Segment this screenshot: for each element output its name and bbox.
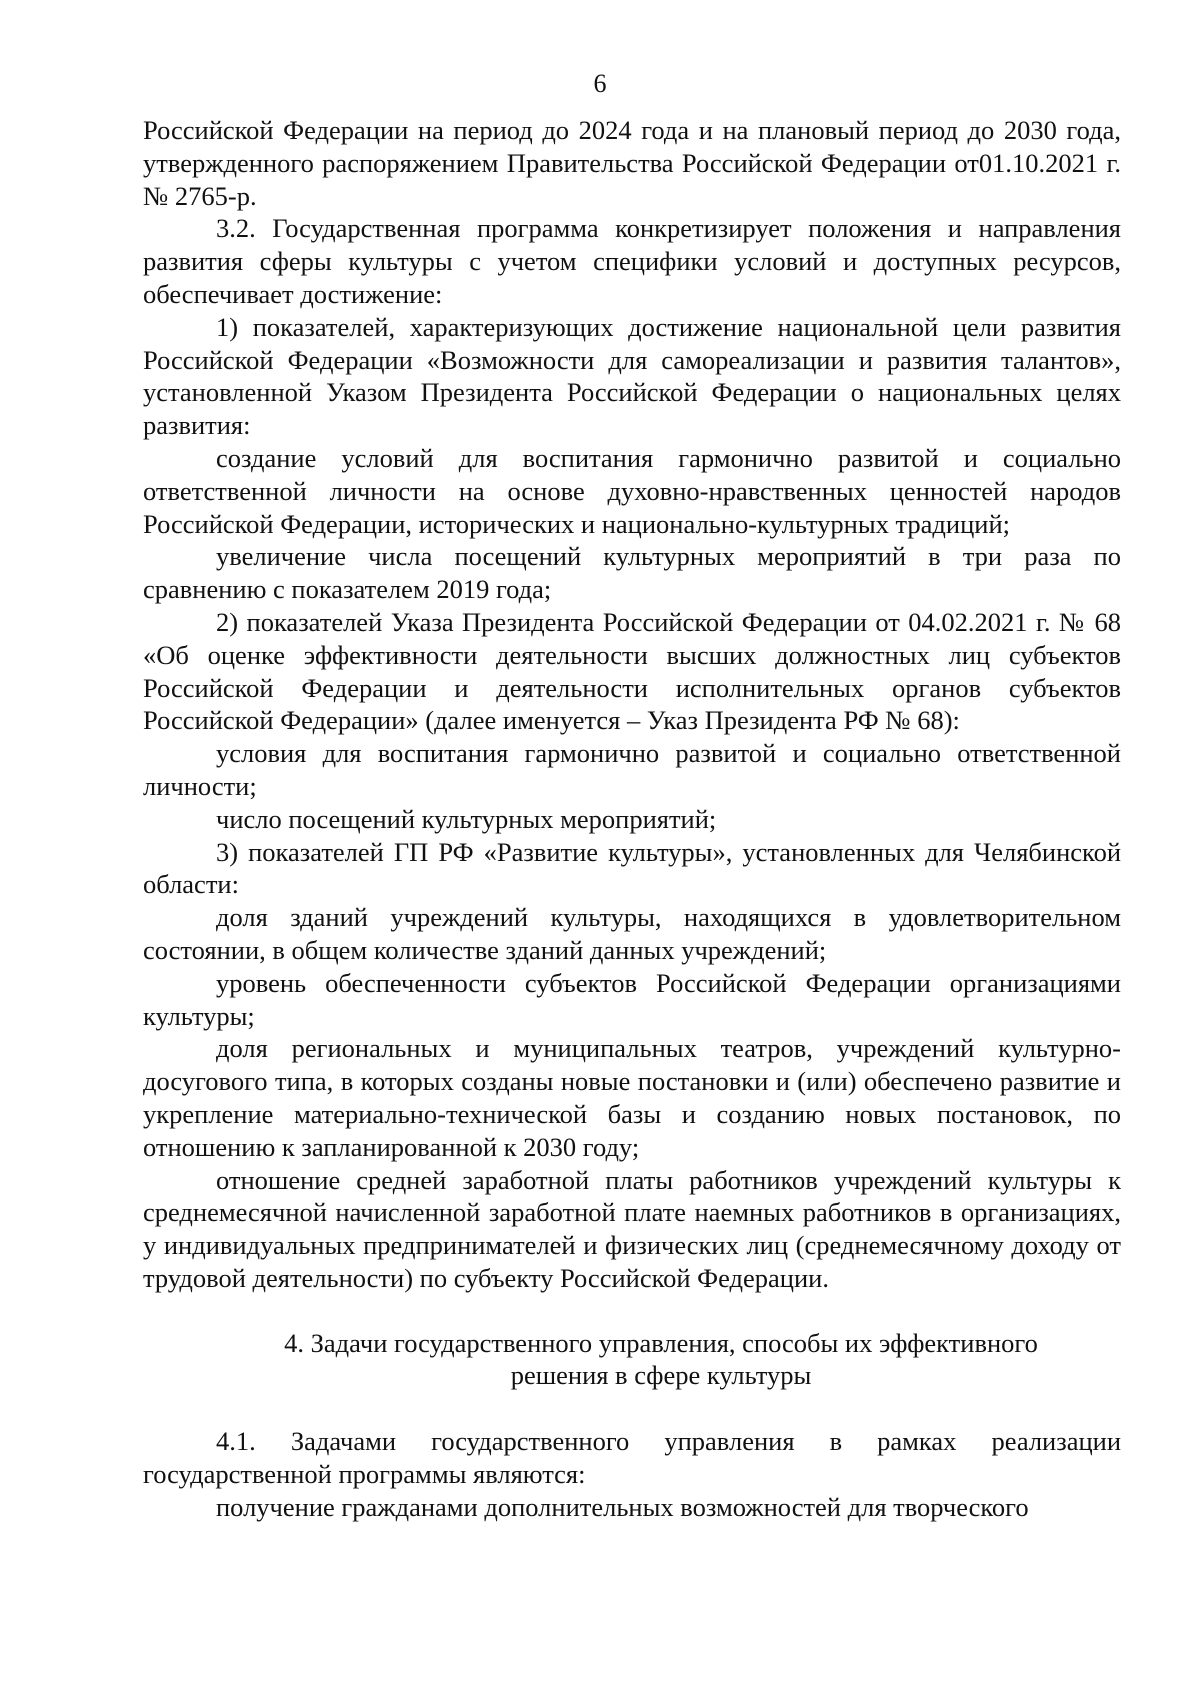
paragraph: доля региональных и муниципальных театров, учреждений культурно-досугового типа, в которых созданы новые постановки и (или) обеспечено развитие и укрепление материально-технической базы и созданию новых постановок, по отношению к запланированной к 2030 году; bbox=[143, 1033, 1121, 1162]
paragraph: доля зданий учреждений культуры, находящихся в удовлетворительном состоянии, в общем количестве зданий данных учреждений; bbox=[143, 902, 1121, 965]
paragraph: уровень обеспеченности субъектов Российской Федерации организациями культуры; bbox=[143, 967, 1121, 1031]
paragraph: отношение средней заработной платы работников учреждений культуры к среднемесячной начисленной заработной плате наемных работников в организациях, у индивидуальных предпринимателей и физических лиц (среднемесячному доходу от трудовой деятельности) по субъекту Российской Федерации. bbox=[143, 1164, 1121, 1293]
document-body bbox=[143, 114, 1121, 1524]
heading-line-2: решения в сфере культуры bbox=[510, 1360, 812, 1391]
heading-line-1: 4. Задачи государственного управления, способы их эффективного bbox=[284, 1327, 1038, 1358]
paragraph: 3) показателей ГП РФ «Развитие культуры», установленных для Челябинской области: bbox=[143, 836, 1121, 900]
section-4-heading bbox=[143, 1327, 1121, 1393]
paragraph: число посещений культурных мероприятий; bbox=[216, 803, 717, 834]
paragraph: 3.2. Государственная программа конкретизирует положения и направления развития сферы культуры с учетом специфики условий и доступных ресурсов, обеспечивает достижение: bbox=[143, 213, 1121, 309]
paragraph: 2) показателей Указа Президента Российской Федерации от 04.02.2021 г. № 68 «Об оценке эффективности деятельности высших должностных лиц субъектов Российской Федерации и деятельности исполнительных органов субъектов Российской Федерации» (далее именуется – Указ Президента РФ № 68): bbox=[143, 606, 1121, 736]
paragraph: создание условий для воспитания гармонично развитой и социально ответственной личности на основе духовно-нравственных ценностей народов Российской Федерации, исторических и национально-культурных традиций; bbox=[143, 442, 1121, 539]
paragraph: 4.1. Задачами государственного управления в рамках реализации государственной программы являются: bbox=[143, 1426, 1121, 1490]
paragraph: получение гражданами дополнительных возможностей для творческого bbox=[216, 1491, 1029, 1522]
section-3-text bbox=[143, 114, 1121, 1295]
paragraph: 1) показателей, характеризующих достижение национальной цели развития Российской Федерации «Возможности для самореализации и развития талантов», установленной Указом Президента Российской Федерации о национальных целях развития: bbox=[143, 311, 1121, 441]
paragraph: Российской Федерации на период до 2024 года и на плановый период до 2030 года, утвержденного распоряжением Правительства Российской Федерации от01.10.2021 г. № 2765-р. bbox=[143, 115, 1121, 211]
page-number: 6 bbox=[593, 69, 607, 98]
paragraph: условия для воспитания гармонично развитой и социально ответственной личности; bbox=[143, 738, 1121, 801]
paragraph: увеличение числа посещений культурных мероприятий в три раза по сравнению с показателем 2019 года; bbox=[143, 541, 1121, 605]
section-4-text bbox=[143, 1425, 1121, 1523]
